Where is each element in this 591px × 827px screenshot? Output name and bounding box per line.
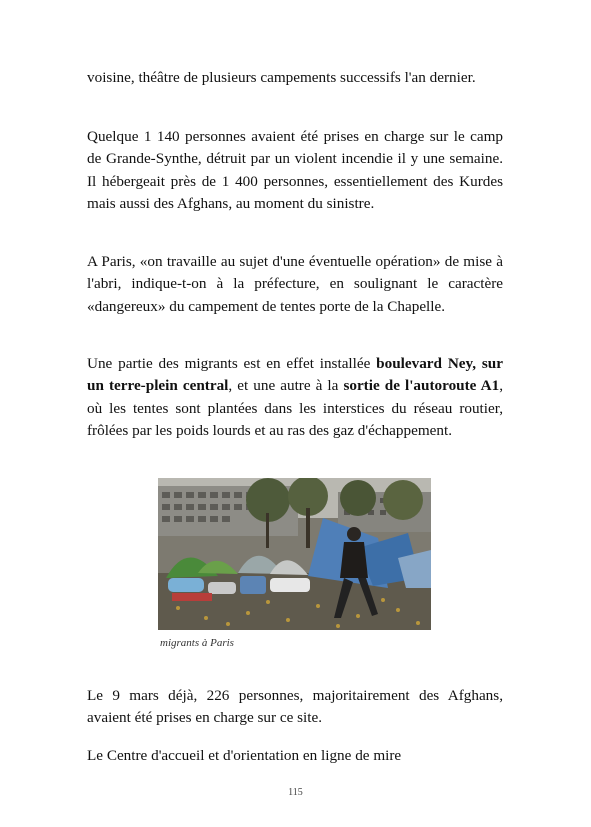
bold-text: boulevard Ney, sur un terre-plein central (87, 355, 503, 395)
paragraph (87, 685, 503, 730)
figure-caption: migrants à Paris (160, 637, 234, 649)
text-run: , où les tentes sont plantées dans les interstices du réseau routier, frôlées par les poids lourds et au ras des gaz d'échappement. (87, 377, 503, 439)
paragraph (87, 251, 503, 318)
text-run: , et une autre à la (228, 377, 344, 395)
paragraph (87, 126, 503, 215)
paragraph (87, 353, 503, 442)
page-number: 115 (288, 787, 303, 798)
text-run: voisine, théâtre de plusieurs campements successifs l'an dernier. (87, 69, 476, 86)
text-run: Une partie des migrants est en effet installée (87, 355, 377, 372)
paragraph (87, 67, 503, 89)
migrant-camp-photo (158, 478, 431, 630)
text-run: Le Centre d'accueil et d'orientation en ligne de mire (87, 747, 402, 764)
text-run: Quelque 1 140 personnes avaient été prises en charge sur le camp de Grande-Synthe, détruit par un violent incendie il y une semaine. Il hébergeait près de 1 400 personnes, essentiellement des Kurdes mais aussi des Afghans, au moment du sinistre. (87, 128, 503, 212)
bold-text: sortie de l'autoroute A1 (343, 377, 500, 395)
text-run: A Paris, «on travaille au sujet d'une éventuelle opération» de mise à l'abri, indique-t-on à la préfecture, en soulignant le caractère «dangereux» du campement de tentes porte de la Chapelle. (87, 253, 503, 315)
section-heading (87, 745, 503, 767)
text-run: Le 9 mars déjà, 226 personnes, majoritairement des Afghans, avaient été prises en charge sur ce site. (87, 687, 503, 727)
